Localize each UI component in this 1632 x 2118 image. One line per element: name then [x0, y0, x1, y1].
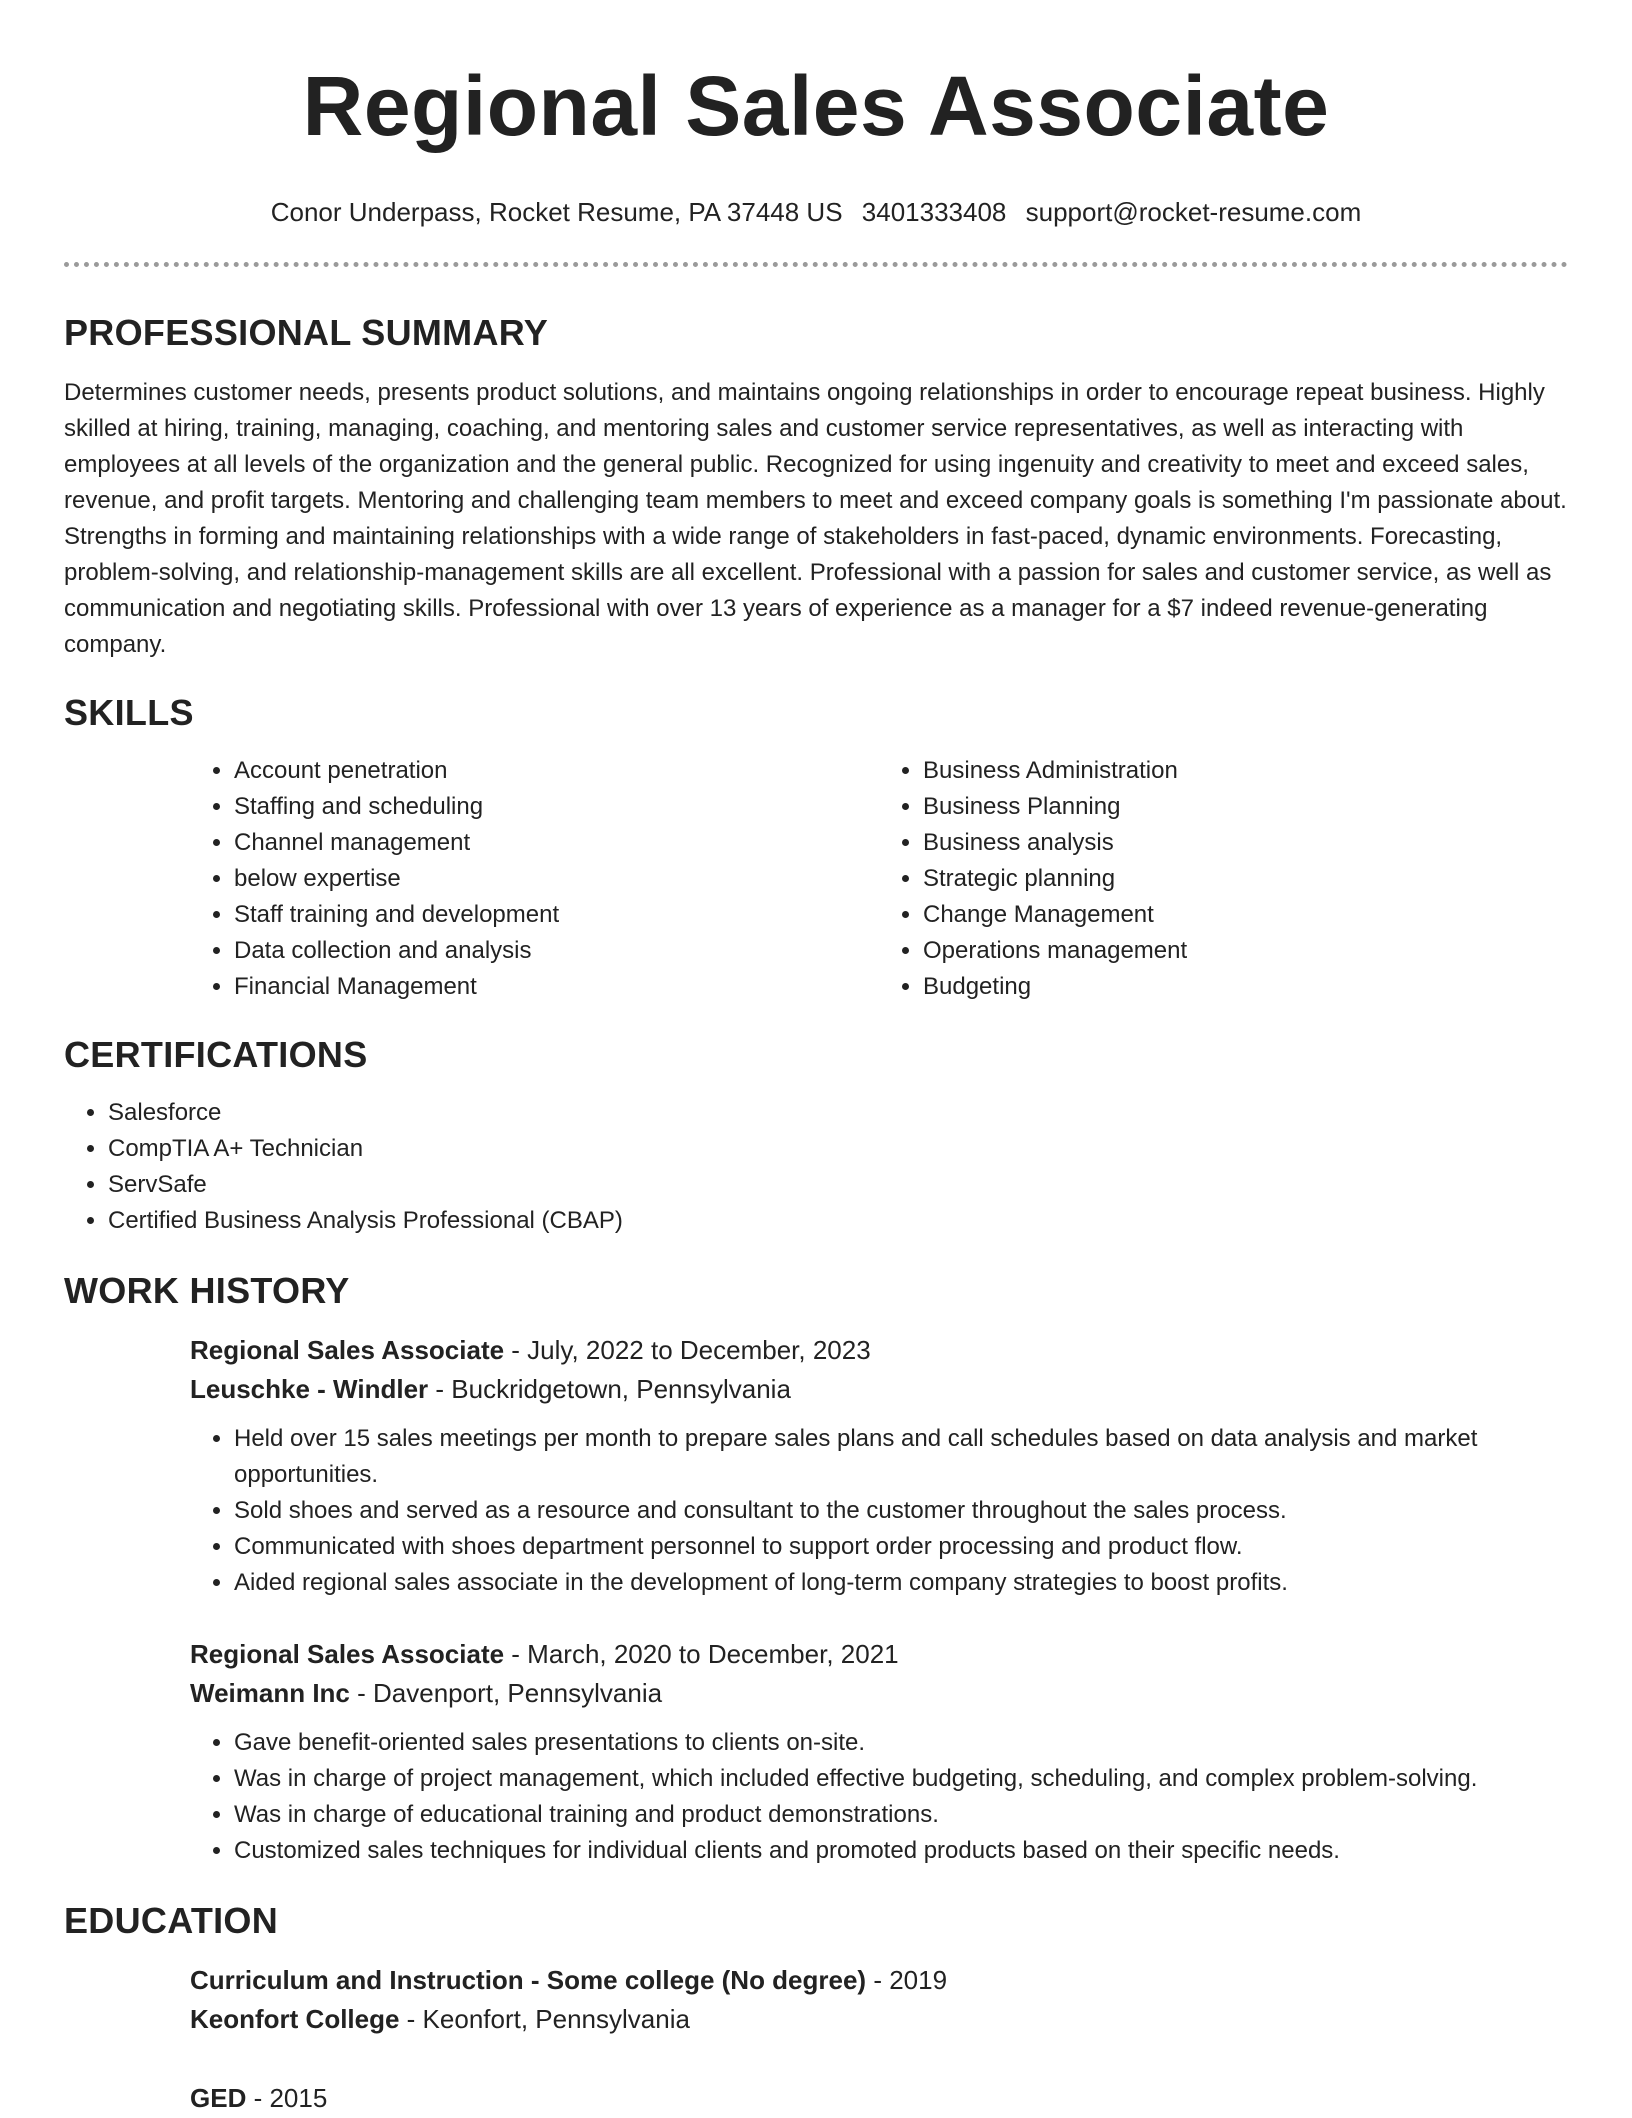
education-section	[64, 1899, 1568, 2118]
job-bullet: • Held over 15 sales meetings per month to prepare sales plans and call schedules based on data analysis and market opportunities.	[234, 1421, 1568, 1493]
candidate-title: Regional Sales Associate	[302, 59, 1330, 153]
skill-item: • Operations management	[923, 933, 1568, 969]
summary-section	[64, 311, 1568, 663]
job-role-line	[190, 1635, 1568, 1674]
section-title-summary: PROFESSIONAL SUMMARY	[64, 312, 549, 353]
education-school: Keonfort College	[190, 2004, 400, 2034]
job-bullet: • Was in charge of project management, which included effective budgeting, scheduling, and complex problem-solving.	[234, 1761, 1568, 1797]
skills-list-right	[879, 753, 1568, 1005]
resume-header	[0, 0, 1632, 228]
job-bullet: • Was in charge of educational training and product demonstrations.	[234, 1797, 1568, 1833]
section-title-work-history: WORK HISTORY	[64, 1270, 350, 1311]
certification-item: • Salesforce	[108, 1095, 1568, 1131]
contact-phone: 3401333408	[861, 197, 1007, 227]
contact-email[interactable]: support@rocket-resume.com	[1025, 197, 1362, 227]
education-entry	[190, 2079, 1568, 2118]
header-divider	[64, 262, 1568, 267]
certification-item: • ServSafe	[108, 1167, 1568, 1203]
skill-item: • Business Administration	[923, 753, 1568, 789]
job-company: Weimann Inc	[190, 1678, 350, 1708]
job-role: Regional Sales Associate	[190, 1335, 505, 1365]
job-bullets	[190, 1421, 1568, 1601]
skill-item: • below expertise	[234, 861, 879, 897]
job-company: Leuschke - Windler	[190, 1374, 429, 1404]
job-bullet: • Sold shoes and served as a resource and consultant to the customer throughout the sales process.	[234, 1493, 1568, 1529]
job-dates: - March, 2020 to December, 2021	[504, 1639, 899, 1669]
job-dates: - July, 2022 to December, 2023	[504, 1335, 871, 1365]
skill-item: • Budgeting	[923, 969, 1568, 1005]
education-degree: GED	[190, 2083, 247, 2113]
job-bullets	[190, 1725, 1568, 1869]
education-degree: Curriculum and Instruction - Some college (No degree)	[190, 1965, 867, 1995]
skill-item: • Staffing and scheduling	[234, 789, 879, 825]
skills-grid	[190, 753, 1568, 1005]
job-role: Regional Sales Associate	[190, 1639, 505, 1669]
skill-item: • Business analysis	[923, 825, 1568, 861]
job-role-line	[190, 1331, 1568, 1370]
skill-item: • Change Management	[923, 897, 1568, 933]
contact-line	[0, 196, 1632, 228]
section-title-certifications: CERTIFICATIONS	[64, 1034, 368, 1075]
skill-item: • Staff training and development	[234, 897, 879, 933]
education-degree-line	[190, 1961, 1568, 2000]
section-title-skills: SKILLS	[64, 692, 194, 733]
job-bullet: • Gave benefit-oriented sales presentations to clients on-site.	[234, 1725, 1568, 1761]
education-year: - 2019	[866, 1965, 948, 1995]
skill-item: • Channel management	[234, 825, 879, 861]
job-company-line	[190, 1674, 1568, 1713]
work-history-section	[64, 1269, 1568, 1869]
skill-item: • Business Planning	[923, 789, 1568, 825]
summary-text: Determines customer needs, presents product solutions, and maintains ongoing relationships in order to encourage repeat business. Highly skilled at hiring, training, managing, coaching, and mentoring sales and customer service representatives, as well as interacting with employees at all levels of the organization and the general public. Recognized for using ingenuity and creativity to meet and exceed sales, revenue, and profit targets. Mentoring and challenging team members to meet and exceed company goals is something I'm passionate about. Strengths in forming and maintaining relationships with a wide range of stakeholders in fast-paced, dynamic environments. Forecasting, problem-solving, and relationship-management skills are all excellent. Professional with a passion for sales and customer service, as well as communication and negotiating skills. Professional with over 13 years of experience as a manager for a $7 indeed revenue-generating company.	[64, 379, 1567, 658]
job-entry	[190, 1635, 1568, 1869]
education-location: - Keonfort, Pennsylvania	[399, 2004, 690, 2034]
job-bullet: • Communicated with shoes department personnel to support order processing and product flow.	[234, 1529, 1568, 1565]
certifications-section	[64, 1033, 1568, 1239]
certification-item: • Certified Business Analysis Professional (CBAP)	[108, 1203, 1568, 1239]
skill-item: • Financial Management	[234, 969, 879, 1005]
skill-item: • Strategic planning	[923, 861, 1568, 897]
education-school-line	[190, 2000, 1568, 2039]
certification-item: • CompTIA A+ Technician	[108, 1131, 1568, 1167]
job-entry	[190, 1331, 1568, 1601]
skill-item: • Account penetration	[234, 753, 879, 789]
job-bullet: • Aided regional sales associate in the development of long-term company strategies to boost profits.	[234, 1565, 1568, 1601]
skill-item: • Data collection and analysis	[234, 933, 879, 969]
job-location: - Buckridgetown, Pennsylvania	[428, 1374, 791, 1404]
education-entry	[190, 1961, 1568, 2039]
education-year: - 2015	[246, 2083, 328, 2113]
contact-address: Conor Underpass, Rocket Resume, PA 37448 US	[270, 197, 843, 227]
skills-list-left	[190, 753, 879, 1005]
skills-section	[64, 691, 1568, 1005]
section-title-education: EDUCATION	[64, 1900, 279, 1941]
job-location: - Davenport, Pennsylvania	[349, 1678, 663, 1708]
education-degree-line	[190, 2079, 1568, 2118]
job-bullet: • Customized sales techniques for individual clients and promoted products based on their specific needs.	[234, 1833, 1568, 1869]
job-company-line	[190, 1370, 1568, 1409]
certifications-list	[64, 1095, 1568, 1239]
